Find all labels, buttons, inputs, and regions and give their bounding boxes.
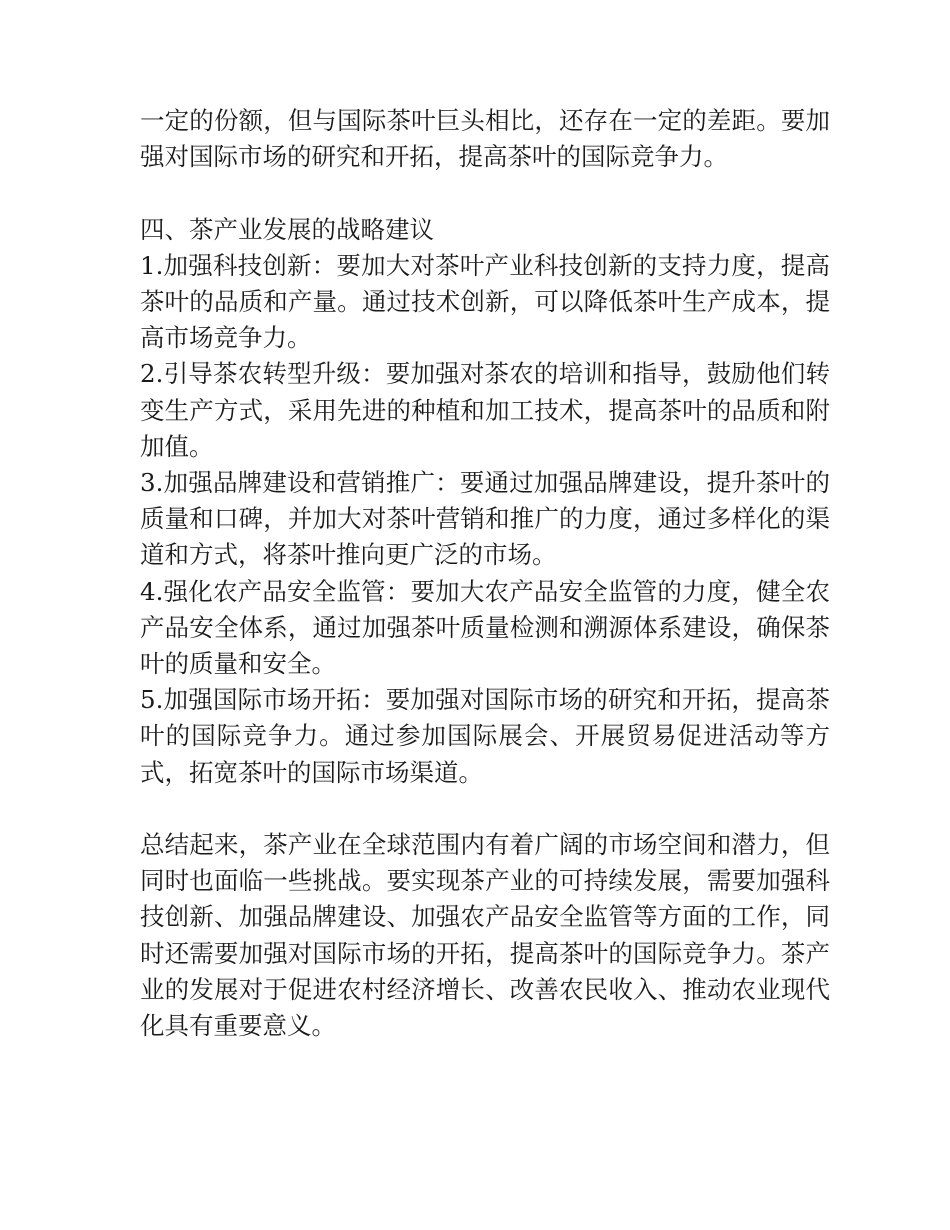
paragraph-gap	[140, 791, 830, 827]
list-item-5: 5.加强国际市场开拓：要加强对国际市场的研究和开拓，提高茶叶的国际竞争力。通过参加国际展会、开展贸易促进活动等方式，拓宽茶叶的国际市场渠道。	[140, 685, 830, 787]
intro-paragraph: 一定的份额，但与国际茶叶巨头相比，还存在一定的差距。要加强对国际市场的研究和开拓，提高茶叶的国际竞争力。	[140, 106, 830, 172]
conclusion-paragraph: 总结起来，茶产业在全球范围内有着广阔的市场空间和潜力，但同时也面临一些挑战。要实现茶产业的可持续发展，需要加强科技创新、加强品牌建设、加强农产品安全监管等方面的工作，同时还需要加强对国际市场的开拓，提高茶叶的国际竞争力。茶产业的发展对于促进农村经济增长、改善农民收入、推动农业现代化具有重要意义。	[140, 830, 830, 1041]
section-heading: 四、茶产业发展的战略建议	[140, 214, 434, 244]
list-item-4: 4.强化农产品安全监管：要加大农产品安全监管的力度，健全农产品安全体系，通过加强茶叶质量检测和溯源体系建设，确保茶叶的质量和安全。	[140, 576, 830, 679]
list-item-3: 3.加强品牌建设和营销推广：要通过加强品牌建设，提升茶叶的质量和口碑，并加大对茶叶营销和推广的力度，通过多样化的渠道和方式，将茶叶推向更广泛的市场。	[140, 468, 830, 570]
document-body	[140, 103, 830, 1044]
list-item-1: 1.加强科技创新：要加大对茶叶产业科技创新的支持力度，提高茶叶的品质和产量。通过技术创新，可以降低茶叶生产成本，提高市场竞争力。	[140, 250, 830, 353]
paragraph-gap	[140, 175, 830, 211]
list-item-2: 2.引导茶农转型升级：要加强对茶农的培训和指导，鼓励他们转变生产方式，采用先进的种植和加工技术，提高茶叶的品质和附加值。	[140, 359, 830, 461]
